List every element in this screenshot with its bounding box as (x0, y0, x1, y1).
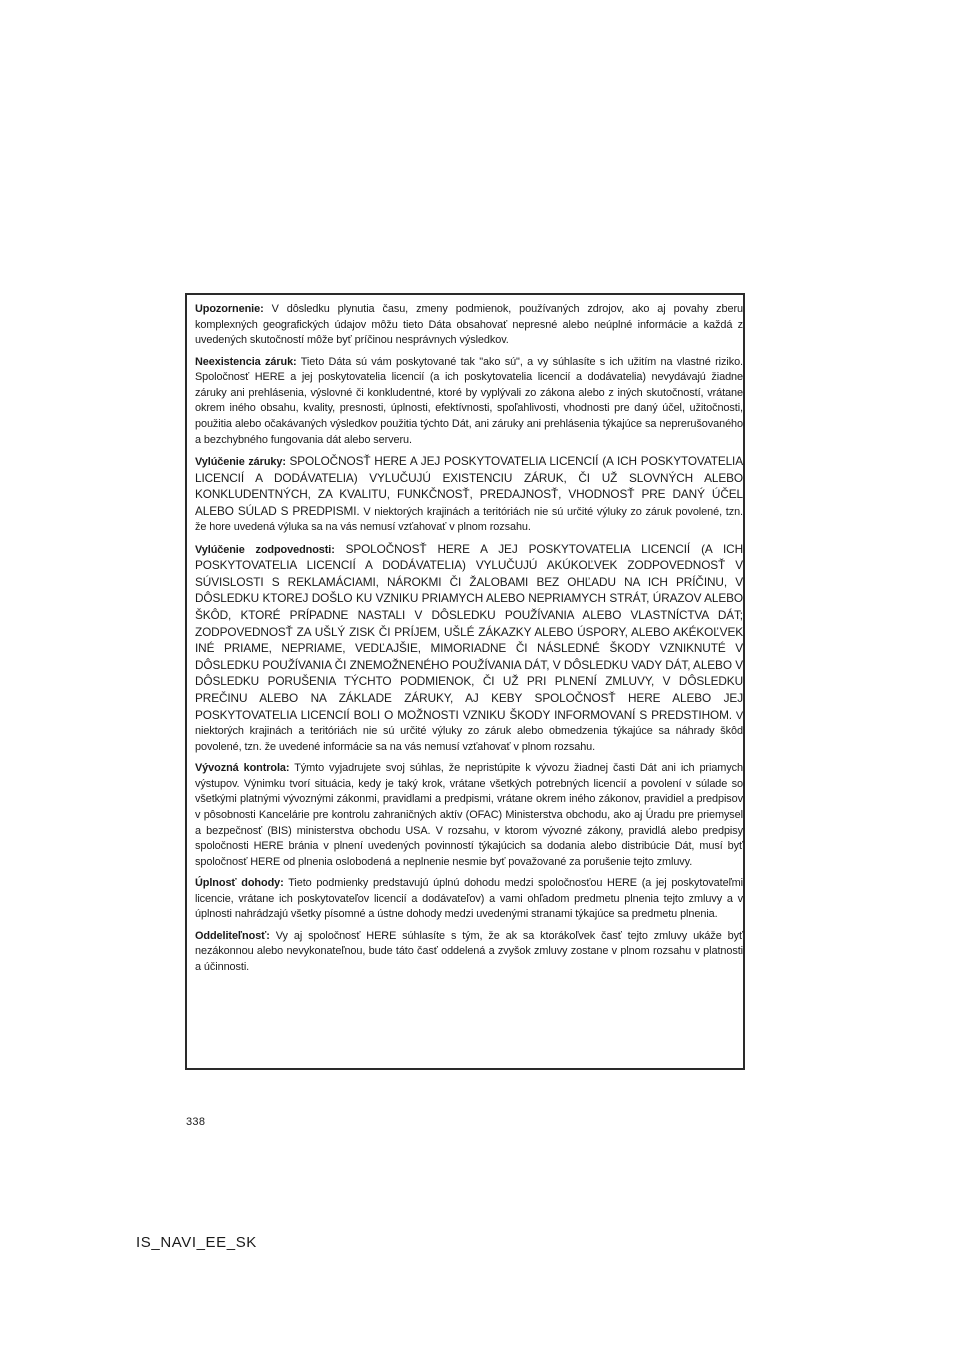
section-upozornenie (195, 302, 743, 349)
section-text: V niektorých krajinách a teritóriách nie sú určité výluky zo záruk alebo obmedzenia týkajúce sa náhrady škôd povolené, tzn. že uvedené informácie sa na vás nemusí vzťahovať v plnom rozsahu. (195, 709, 743, 753)
section-oddelitelnost (195, 929, 743, 976)
section-uplnost-dohody (195, 876, 743, 923)
section-heading: Neexistencia záruk: (195, 355, 297, 368)
section-heading: Vylúčenie záruky: (195, 455, 286, 468)
section-heading: Upozornenie: (195, 303, 264, 315)
section-neexistencia-zaruk (195, 355, 743, 449)
section-heading: Vylúčenie zodpovednosti: (195, 543, 335, 556)
section-text: Tieto Dáta sú vám poskytované tak "ako sú", a vy súhlasíte s ich užitím na vlastné riziko. Spoločnosť HERE a jej poskytovatelia licencií (a ich poskytovatelia licencií a dodávatelia) nevydávajú žiadne záruky ani prehlásenia, výslovné či konkludentné, ktoré by vyplývali zo zákona alebo z iných skutočností, vrátane okrem iného obsahu, kvality, presnosti, úplnosti, efektívnosti, spoľahlivosti, vhodnosti pre daný účel, užitočnosti, použitia alebo očakávaných výsledkov použitia týchto Dát, ani záruky ani prehlásenia týkajúce sa neprerušovaného a bezchybného fungovania dát alebo serveru. (195, 355, 743, 446)
section-text: Tieto podmienky predstavujú úplnú dohodu medzi spoločnosťou HERE (a jej poskytovateľmi licencie, vrátane ich poskytovateľov licencií a dodávateľov) a vami ohľadom predmetu plnenia tejto zmluvy a v úplnosti nahrádzajú všetky písomné a ústne dohody medzi uvedenými stranami týkajúce sa predmetu plnenia. (195, 877, 743, 921)
page-number: 338 (186, 1116, 206, 1128)
section-caps-text: SPOLOČNOSŤ HERE A JEJ POSKYTOVATELIA LICENCIÍ (A ICH POSKYTOVATELIA LICENCIÍ A DODÁVATELIA) VYLUČUJÚ EXISTENCIU ZÁRUK, ČI UŽ SLOVNÝCH ALEBO KONKLUDENTNÝCH, ZA KVALITU, FUNKČNOSŤ, PREDAJNOSŤ, VHODNOSŤ PRE DANÝ ÚČEL ALEBO SÚLAD S PREDPISMI. (195, 453, 743, 518)
section-caps-text: SPOLOČNOSŤ HERE A JEJ POSKYTOVATELIA LICENCIÍ (A ICH POSKYTOVATELIA LICENCIÍ A DODÁVATELIA) VYLUČUJÚ AKÚKOĽVEK ZODPOVEDNOSŤ V SÚVISLOSTI S REKLAMÁCIAMI, NÁROKMI ČI ŽALOBAMI BEZ OHĽADU NA ICH PRÍČINU, V DÔSLEDKU KTOREJ DOŠLO KU VZNIKU PRIAMYCH ALEBO NEPRIAMYCH STRÁT, ÚRAZOV ALEBO ŠKÔD, KTORÉ PRÍPADNE NASTALI V DÔSLEDKU POUŽÍVANIA ALEBO VLASTNÍCTVA DÁT; ZODPOVEDNOSŤ ZA UŠLÝ ZISK ČI PRÍJEM, UŠLÉ ZÁKAZKY ALEBO ÚSPORY, ALEBO AKÉKOĽVEK INÉ PRIAME, NEPRIAME, VEDĽAJŠIE, MIMORIADNE ČI NÁSLEDNÉ ŠKODY VZNIKNUTÉ V DÔSLEDKU POUŽÍVANIA ČI ZNEMOŽNENÉHO POUŽÍVANIA DÁT, V DÔSLEDKU VADY DÁT, ALEBO V DÔSLEDKU PORUŠENIA TÝCHTO PODMIENOK, ČI UŽ PRI PLNENÍ ZMLUVY, V DÔSLEDKU PREČINU ALEBO NA ZÁKLADE ZÁRUKY, AJ KEBY SPOLOČNOSŤ HERE ALEBO JEJ POSKYTOVATELIA LICENCIÍ BOLI O MOŽNOSTI VZNIKU ŠKODY INFORMOVANÍ S PREDSTIHOM. (195, 541, 744, 722)
section-heading: Úplnosť dohody: (195, 877, 284, 890)
section-heading: Oddeliteľnosť: (195, 929, 270, 942)
document-code: IS_NAVI_EE_SK (136, 1234, 257, 1251)
section-heading: Vývozná kontrola: (195, 762, 290, 775)
section-text: V niektorých krajinách a teritóriách nie sú určité výluky zo záruk povolené, tzn. že hore uvedená výluka sa na vás nemusí vzťahovať v plnom rozsahu. (195, 505, 744, 534)
section-text: V dôsledku plynutia času, zmeny podmienok, používaných zdrojov, ako aj povahy zberu komplexných geografických údajov môžu tieto Dáta obsahovať nepresné alebo neúplné informácie a každá z uvedených skutočností môže byť príčinou nesprávnych výsledkov. (195, 303, 743, 347)
section-text: Vy aj spoločnosť HERE súhlasíte s tým, že ak sa ktorákoľvek časť tejto zmluvy ukáže byť nezákonnou alebo nevykonateľnou, bude táto časť oddelená a zvyšok zmluvy zostane v plnom rozsahu v platnosti a účinnosti. (195, 929, 743, 973)
section-text: Týmto vyjadrujete svoj súhlas, že nepristúpite k vývozu žiadnej časti Dát ani ich priamych výstupov. Výnimku tvorí situácia, kedy je taký krok, vrátane všetkých potrebných licencií a povolení v súlade so všetkými platnými vývoznými zákonmi, pravidlami a predpismi, vrátane okrem iného zákonov, pravidiel a predpisov v pôsobnosti Kancelárie pre kontrolu zahraničných aktív (OFAC) Ministerstva obchodu, ako aj Úradu pre priemysel a bezpečnosť (BIS) ministerstva obchodu USA. V rozsahu, v ktorom vývozné zákony, pravidlá alebo predpisy spoločnosti HERE bránia v plnení uvedených povinností týkajúcich sa dodania alebo distribúcie Dát, musí byť spoločnosť HERE od plnenia oslobodená a neplnenie nesmie byť považované za porušenie tejto zmluvy. (195, 762, 743, 868)
legal-notice-box (185, 293, 745, 1070)
section-vylucenie-zodpovednosti (195, 542, 743, 756)
section-vylucenie-zaruky (195, 454, 743, 536)
section-vyvozna-kontrola (195, 761, 743, 870)
